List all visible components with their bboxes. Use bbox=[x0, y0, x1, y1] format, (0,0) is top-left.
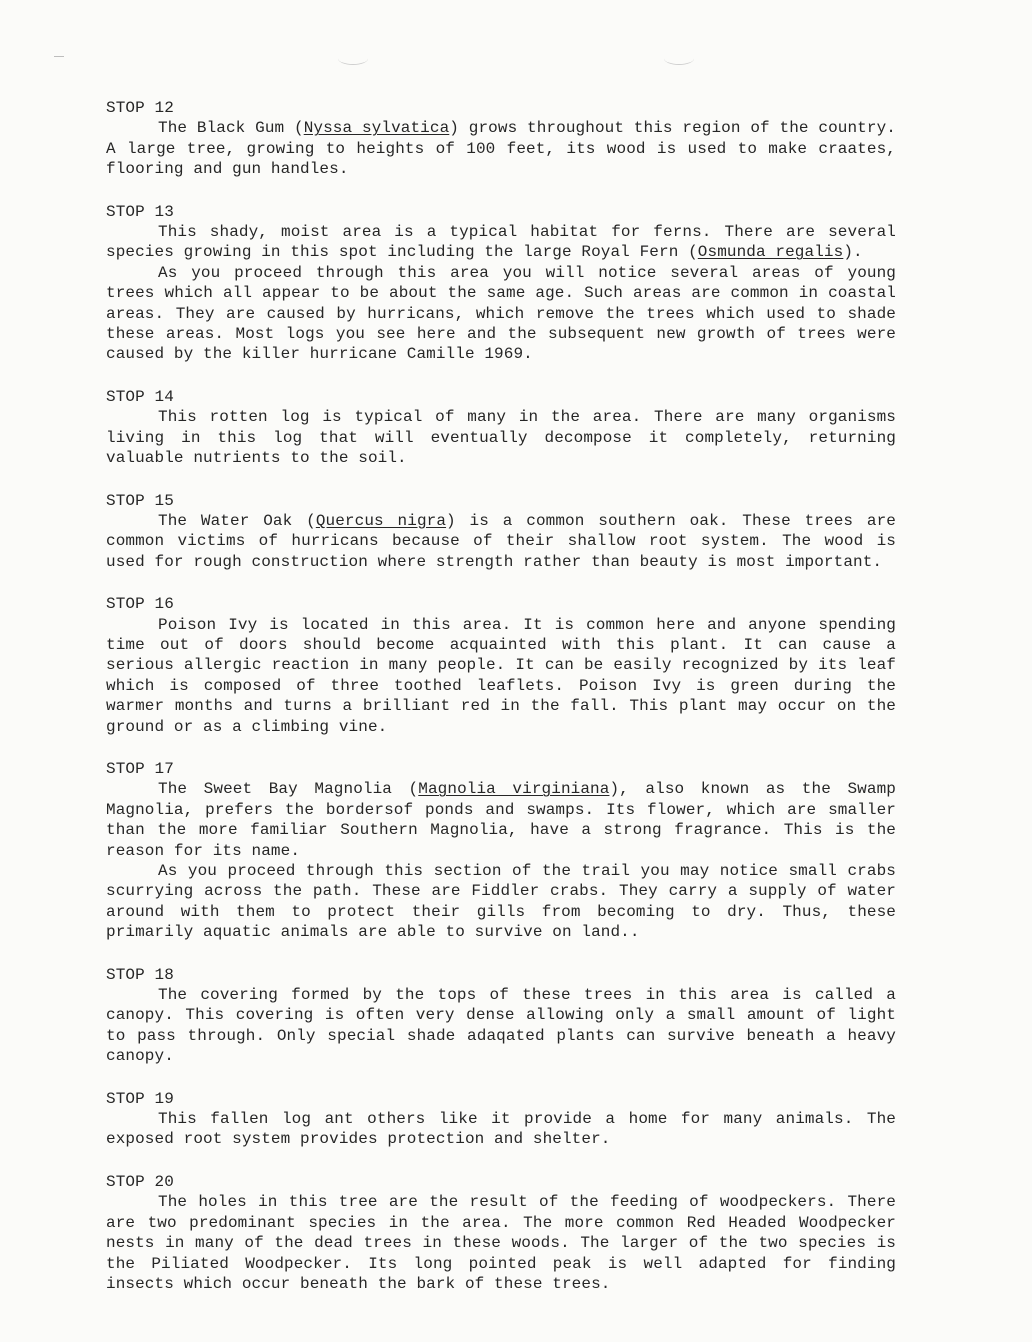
stop-paragraph bbox=[106, 222, 896, 263]
stop-heading: STOP 13 bbox=[106, 202, 174, 221]
stop-section bbox=[106, 965, 896, 1067]
stop-section bbox=[106, 387, 896, 469]
stop-paragraph bbox=[106, 263, 896, 365]
stop-paragraph bbox=[106, 1109, 896, 1150]
scan-mark bbox=[338, 52, 368, 65]
stop-heading: STOP 20 bbox=[106, 1172, 174, 1191]
scan-mark bbox=[664, 52, 694, 65]
stop-section bbox=[106, 759, 896, 943]
stop-paragraph bbox=[106, 779, 896, 861]
text-run: ) is a common southern oak. These trees are common victims of hurricans because of their shallow root system. The wood is used for rough construction where strength rather than beauty is most important. bbox=[106, 511, 896, 571]
stop-paragraph bbox=[106, 118, 896, 179]
stop-section bbox=[106, 202, 896, 365]
stop-section bbox=[106, 491, 896, 573]
stop-paragraph bbox=[106, 511, 896, 572]
text-run: The Black Gum ( bbox=[158, 119, 304, 138]
stop-heading: STOP 15 bbox=[106, 491, 174, 510]
species-name: Osmunda regalis bbox=[697, 243, 844, 262]
text-run: The Sweet Bay Magnolia ( bbox=[158, 780, 419, 799]
stop-paragraph bbox=[106, 985, 896, 1067]
text-run: ). bbox=[843, 243, 863, 262]
text-run: Poison Ivy is located in this area. It is common here and anyone spending time out of doors should become acquainted with this plant. It can cause a serious allergic reaction in many people. It can be easily recognized by its leaf which is composed of three toothed leaflets. Poison Ivy is green during the warmer months and turns a brilliant red in the fall. This plant may occur on the ground or as a climbing vine. bbox=[106, 615, 896, 736]
stop-section bbox=[106, 98, 896, 180]
text-run: As you proceed through this section of the trail you may notice small crabs scurrying across the path. These are Fiddler crabs. They carry a supply of water around with them to protect their gills from becoming to dry. Thus, these primarily aquatic animals are able to survive on land.. bbox=[106, 862, 896, 942]
stop-heading: STOP 18 bbox=[106, 965, 174, 984]
stop-paragraph bbox=[106, 861, 896, 943]
text-run: The Water Oak ( bbox=[158, 511, 316, 530]
text-run: This shady, moist area is a typical habitat for ferns. There are several species growing in this spot including the large Royal Fern ( bbox=[106, 223, 896, 262]
stop-paragraph bbox=[106, 407, 896, 468]
text-run: ), also known as the Swamp Magnolia, prefers the bordersof ponds and swamps. Its flower, which are smaller than the more familiar Southern Magnolia, have a strong fragrance. This is the reason for its name. bbox=[106, 780, 896, 860]
scan-mark bbox=[54, 56, 64, 57]
text-run: The covering formed by the tops of these trees in this area is called a canopy. This covering is often very dense allowing only a small amount of light to pass through. Only special shade adaqated plants can survive beneath a heavy canopy. bbox=[106, 986, 896, 1066]
text-run: The holes in this tree are the result of the feeding of woodpeckers. There are two predominant species in the area. The more common Red Headed Woodpecker nests in many of the dead trees in these woods. The larger of the two species is the Piliated Woodpecker. Its long pointed peak is well adapted for finding insects which occur beneath the bark of these trees. bbox=[106, 1193, 896, 1293]
text-run: This fallen log ant others like it provide a home for many animals. The exposed root system provides protection and shelter. bbox=[106, 1110, 896, 1149]
stop-section bbox=[106, 1172, 896, 1294]
text-run: As you proceed through this area you will notice several areas of young trees which all appear to be about the same age. Such areas are common in coastal areas. They are caused by hurricans, which remove the trees which used to shade these areas. Most logs you see here and the subsequent new growth of trees were caused by the killer hurricane Camille 1969. bbox=[106, 263, 896, 364]
stop-section bbox=[106, 1089, 896, 1150]
stop-heading: STOP 14 bbox=[106, 387, 174, 406]
stop-heading: STOP 19 bbox=[106, 1089, 174, 1108]
species-name: Nyssa sylvatica bbox=[303, 119, 450, 138]
stop-heading: STOP 17 bbox=[106, 759, 174, 778]
stop-paragraph bbox=[106, 1192, 896, 1294]
text-run: This rotten log is typical of many in the area. There are many organisms living in this log that will eventually decompose it completely, returning valuable nutrients to the soil. bbox=[106, 408, 896, 468]
stop-heading: STOP 16 bbox=[106, 595, 174, 614]
species-name: Magnolia virginiana bbox=[418, 780, 610, 799]
stop-heading: STOP 12 bbox=[106, 99, 174, 117]
text-run: ) grows throughout this region of the country. A large tree, growing to heights of 100 feet, its wood is used to make craates, flooring and gun handles. bbox=[106, 119, 896, 179]
document-body bbox=[106, 98, 896, 1316]
stop-paragraph bbox=[106, 615, 896, 737]
species-name: Quercus nigra bbox=[315, 511, 447, 530]
stop-section bbox=[106, 594, 896, 737]
